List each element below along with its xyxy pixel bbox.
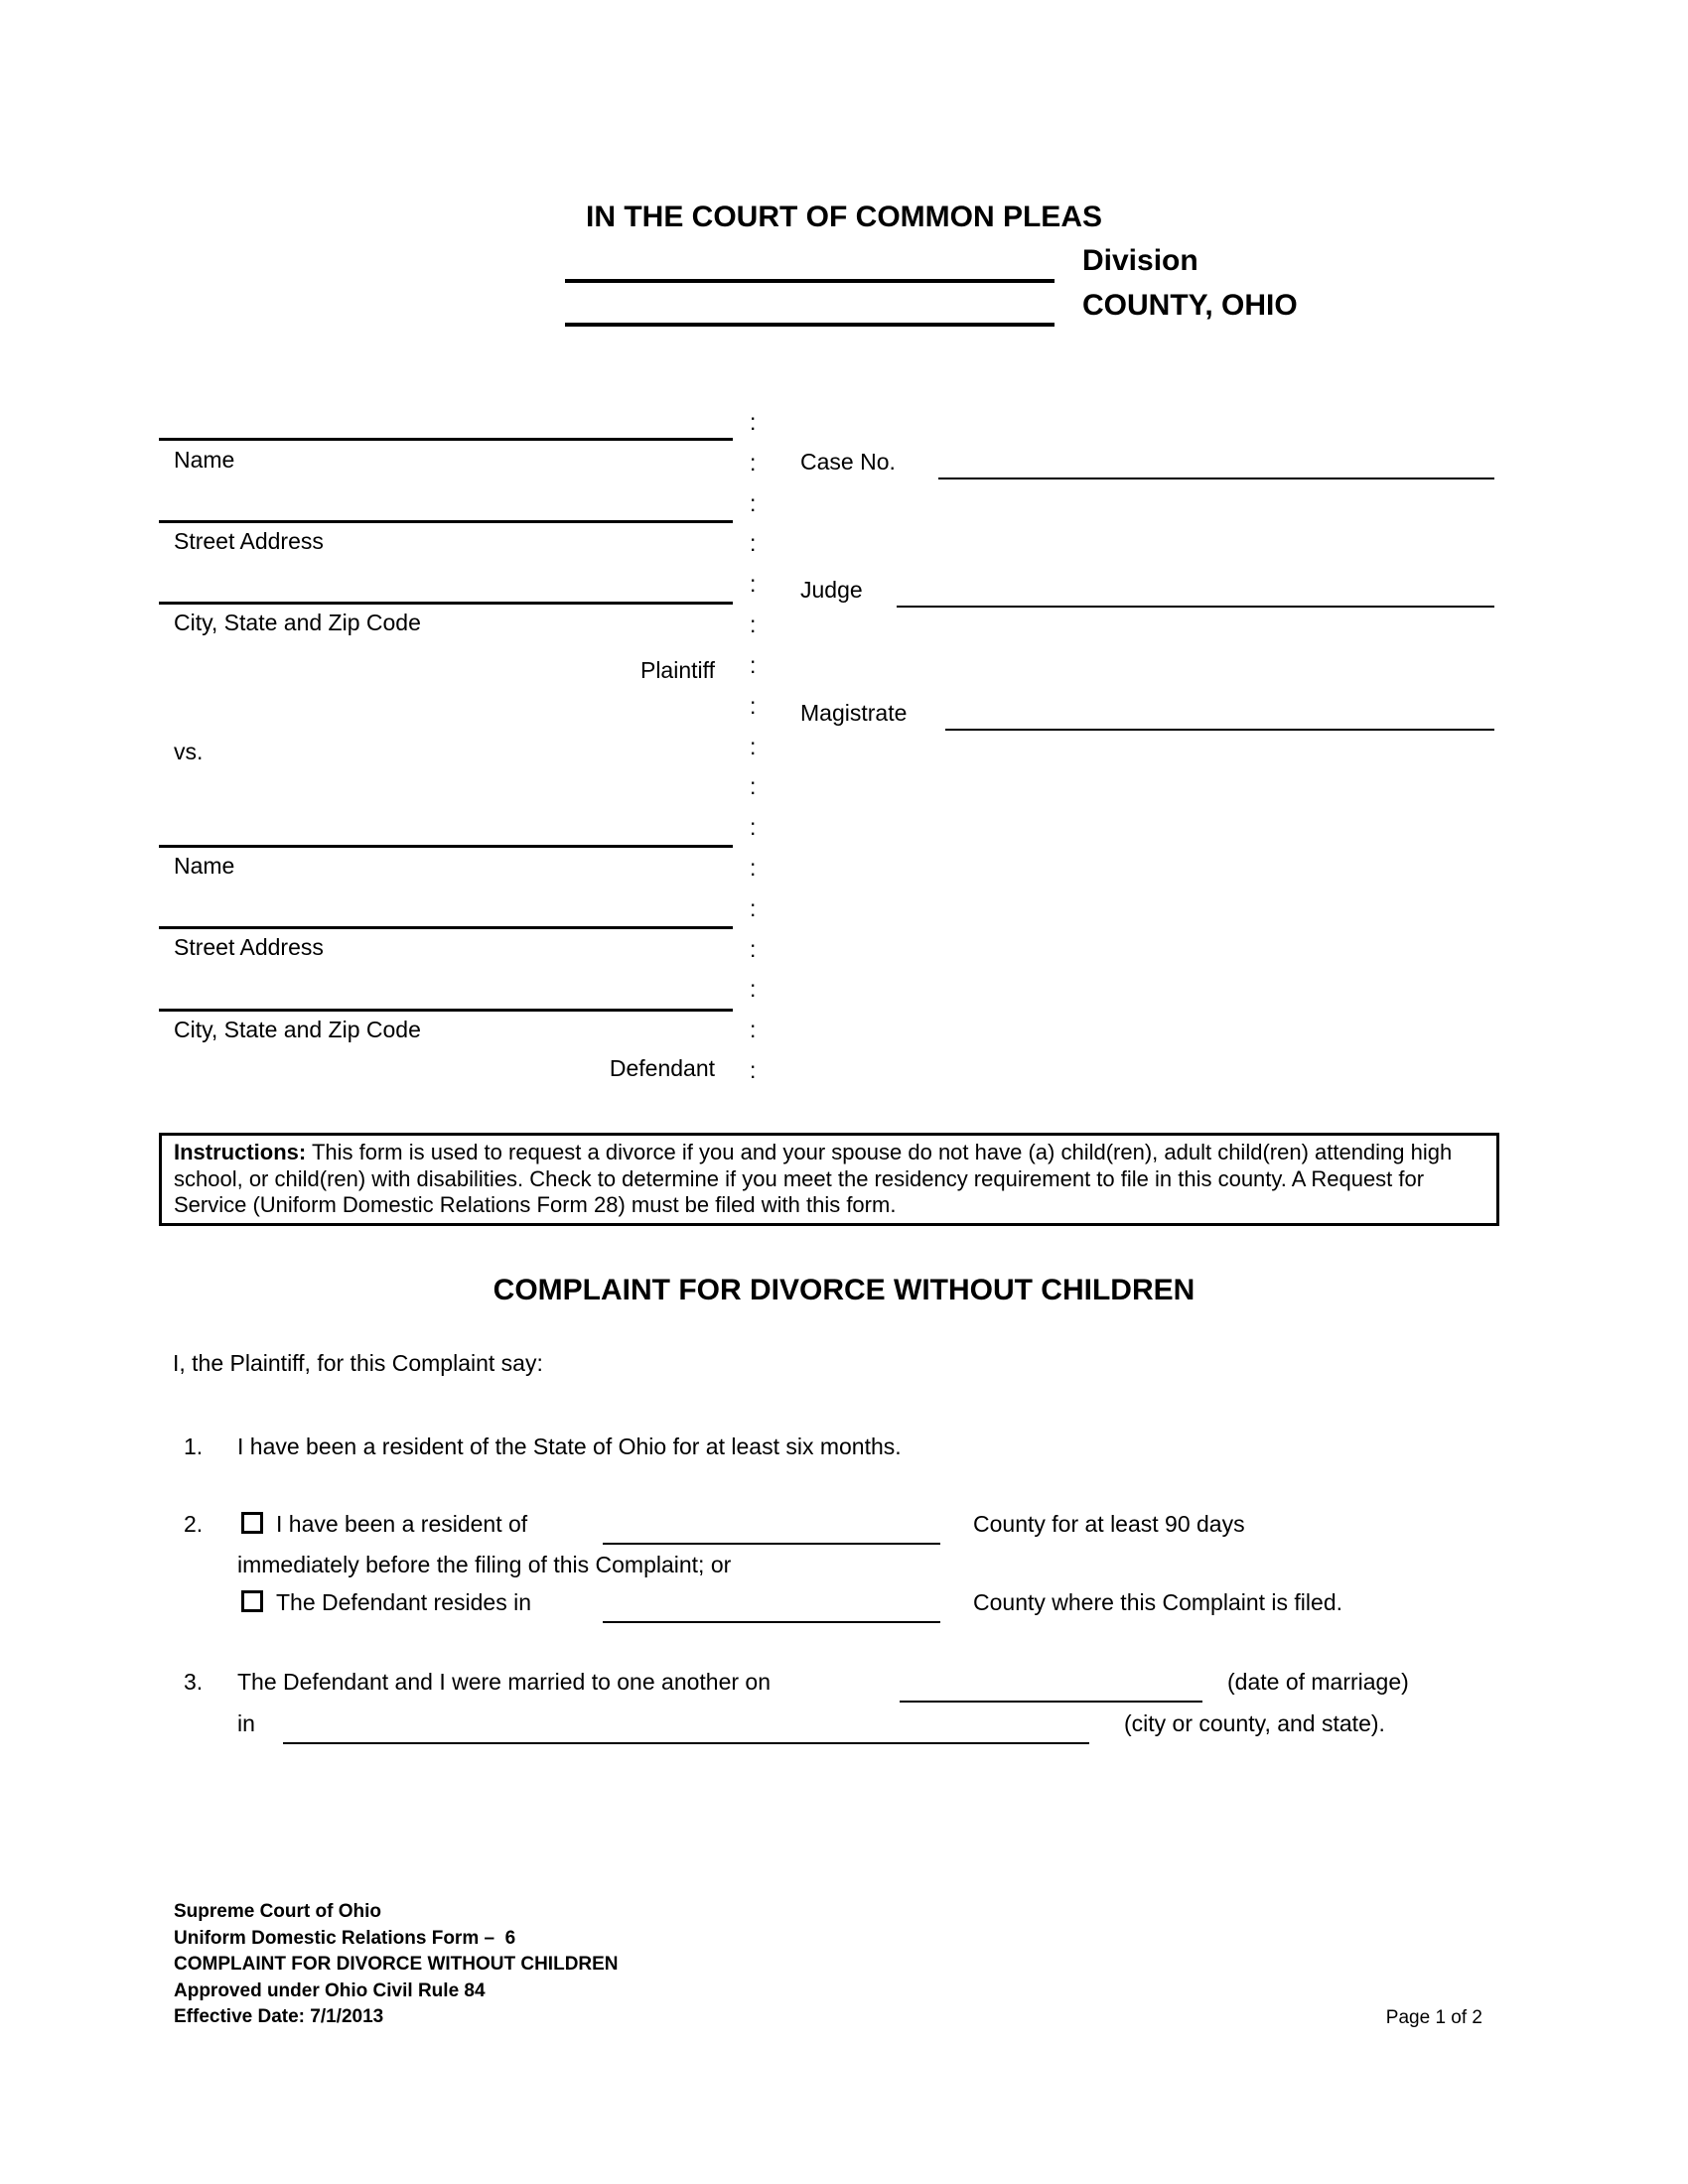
- footer-line-form: Uniform Domestic Relations Form – 6: [174, 1927, 516, 1949]
- plaintiff-role-label: Plaintiff: [639, 657, 715, 683]
- item-2-option1-text: I have been a resident of: [276, 1511, 528, 1537]
- case-no-field[interactable]: [938, 478, 1494, 479]
- intro-text: I, the Plaintiff, for this Complaint say:: [173, 1350, 543, 1376]
- item-2-number: 2.: [184, 1511, 204, 1537]
- footer-block: [174, 1899, 619, 2031]
- marriage-date-field[interactable]: [900, 1701, 1202, 1703]
- plaintiff-street-label: Street Address: [174, 528, 324, 554]
- magistrate-field[interactable]: [945, 729, 1494, 731]
- division-label: Division: [1082, 244, 1198, 277]
- judge-field[interactable]: [897, 606, 1494, 608]
- footer-line-court: Supreme Court of Ohio: [174, 1901, 381, 1922]
- plaintiff-residency-checkbox[interactable]: [241, 1512, 263, 1534]
- defendant-street-label: Street Address: [174, 934, 324, 960]
- footer-line-title: COMPLAINT FOR DIVORCE WITHOUT CHILDREN: [174, 1954, 619, 1975]
- form-title: COMPLAINT FOR DIVORCE WITHOUT CHILDREN: [492, 1274, 1196, 1306]
- vs-label: vs.: [174, 739, 204, 764]
- residency-county-field[interactable]: [603, 1543, 940, 1545]
- page-number: Page 1 of 2: [1385, 2007, 1482, 2028]
- defendant-county-field[interactable]: [603, 1621, 940, 1623]
- instructions-box: [159, 1133, 1499, 1226]
- item-1-number: 1.: [184, 1433, 204, 1459]
- plaintiff-name-field[interactable]: [159, 438, 733, 441]
- division-field[interactable]: [565, 279, 1055, 283]
- item-3-number: 3.: [184, 1669, 204, 1695]
- item-1-text: I have been a resident of the State of Ohio for at least six months.: [237, 1433, 902, 1459]
- item-2-option2-suffix: County where this Complaint is filed.: [973, 1589, 1342, 1615]
- defendant-role-label: Defendant: [609, 1055, 715, 1081]
- item-2-option1-line2: immediately before the filing of this Complaint; or: [237, 1552, 732, 1577]
- magistrate-label: Magistrate: [800, 700, 908, 726]
- defendant-residency-checkbox[interactable]: [241, 1590, 263, 1612]
- plaintiff-street-field[interactable]: [159, 520, 733, 523]
- item-3-line1-text: The Defendant and I were married to one another on: [237, 1669, 772, 1695]
- defendant-name-label: Name: [174, 853, 235, 879]
- item-3-line2-suffix: (city or county, and state).: [1124, 1710, 1385, 1736]
- county-field[interactable]: [565, 323, 1055, 327]
- item-2-option1-suffix: County for at least 90 days: [973, 1511, 1245, 1537]
- item-2-option2-text: The Defendant resides in: [276, 1589, 531, 1615]
- instructions-label: Instructions:: [174, 1140, 307, 1164]
- court-title: IN THE COURT OF COMMON PLEAS: [586, 201, 1102, 233]
- defendant-street-field[interactable]: [159, 926, 733, 929]
- footer-line-approved: Approved under Ohio Civil Rule 84: [174, 1979, 486, 2001]
- defendant-city-label: City, State and Zip Code: [174, 1017, 421, 1042]
- instructions-text: This form is used to request a divorce if you and your spouse do not have (a) child(ren), adult child(ren) attending high school, or child(ren) with disabilities. Check to determine if you meet the residency requirement to file in this county. A Request for Service (Uniform Domestic Relations Form 28) must be filed with this form.: [174, 1140, 1453, 1217]
- plaintiff-city-label: City, State and Zip Code: [174, 610, 421, 635]
- plaintiff-city-field[interactable]: [159, 602, 733, 605]
- defendant-name-field[interactable]: [159, 845, 733, 848]
- case-no-label: Case No.: [800, 449, 896, 475]
- defendant-city-field[interactable]: [159, 1009, 733, 1012]
- item-3-line1-suffix: (date of marriage): [1227, 1669, 1409, 1695]
- county-label: COUNTY, OHIO: [1082, 289, 1298, 322]
- footer-line-effective: Effective Date: 7/1/2013: [174, 2006, 384, 2027]
- plaintiff-name-label: Name: [174, 447, 235, 473]
- item-3-line2-text: in: [237, 1710, 255, 1736]
- judge-label: Judge: [800, 577, 863, 603]
- marriage-place-field[interactable]: [283, 1742, 1089, 1744]
- caption-divider: : : : : : : : : : : : : : : : : :: [750, 409, 757, 1083]
